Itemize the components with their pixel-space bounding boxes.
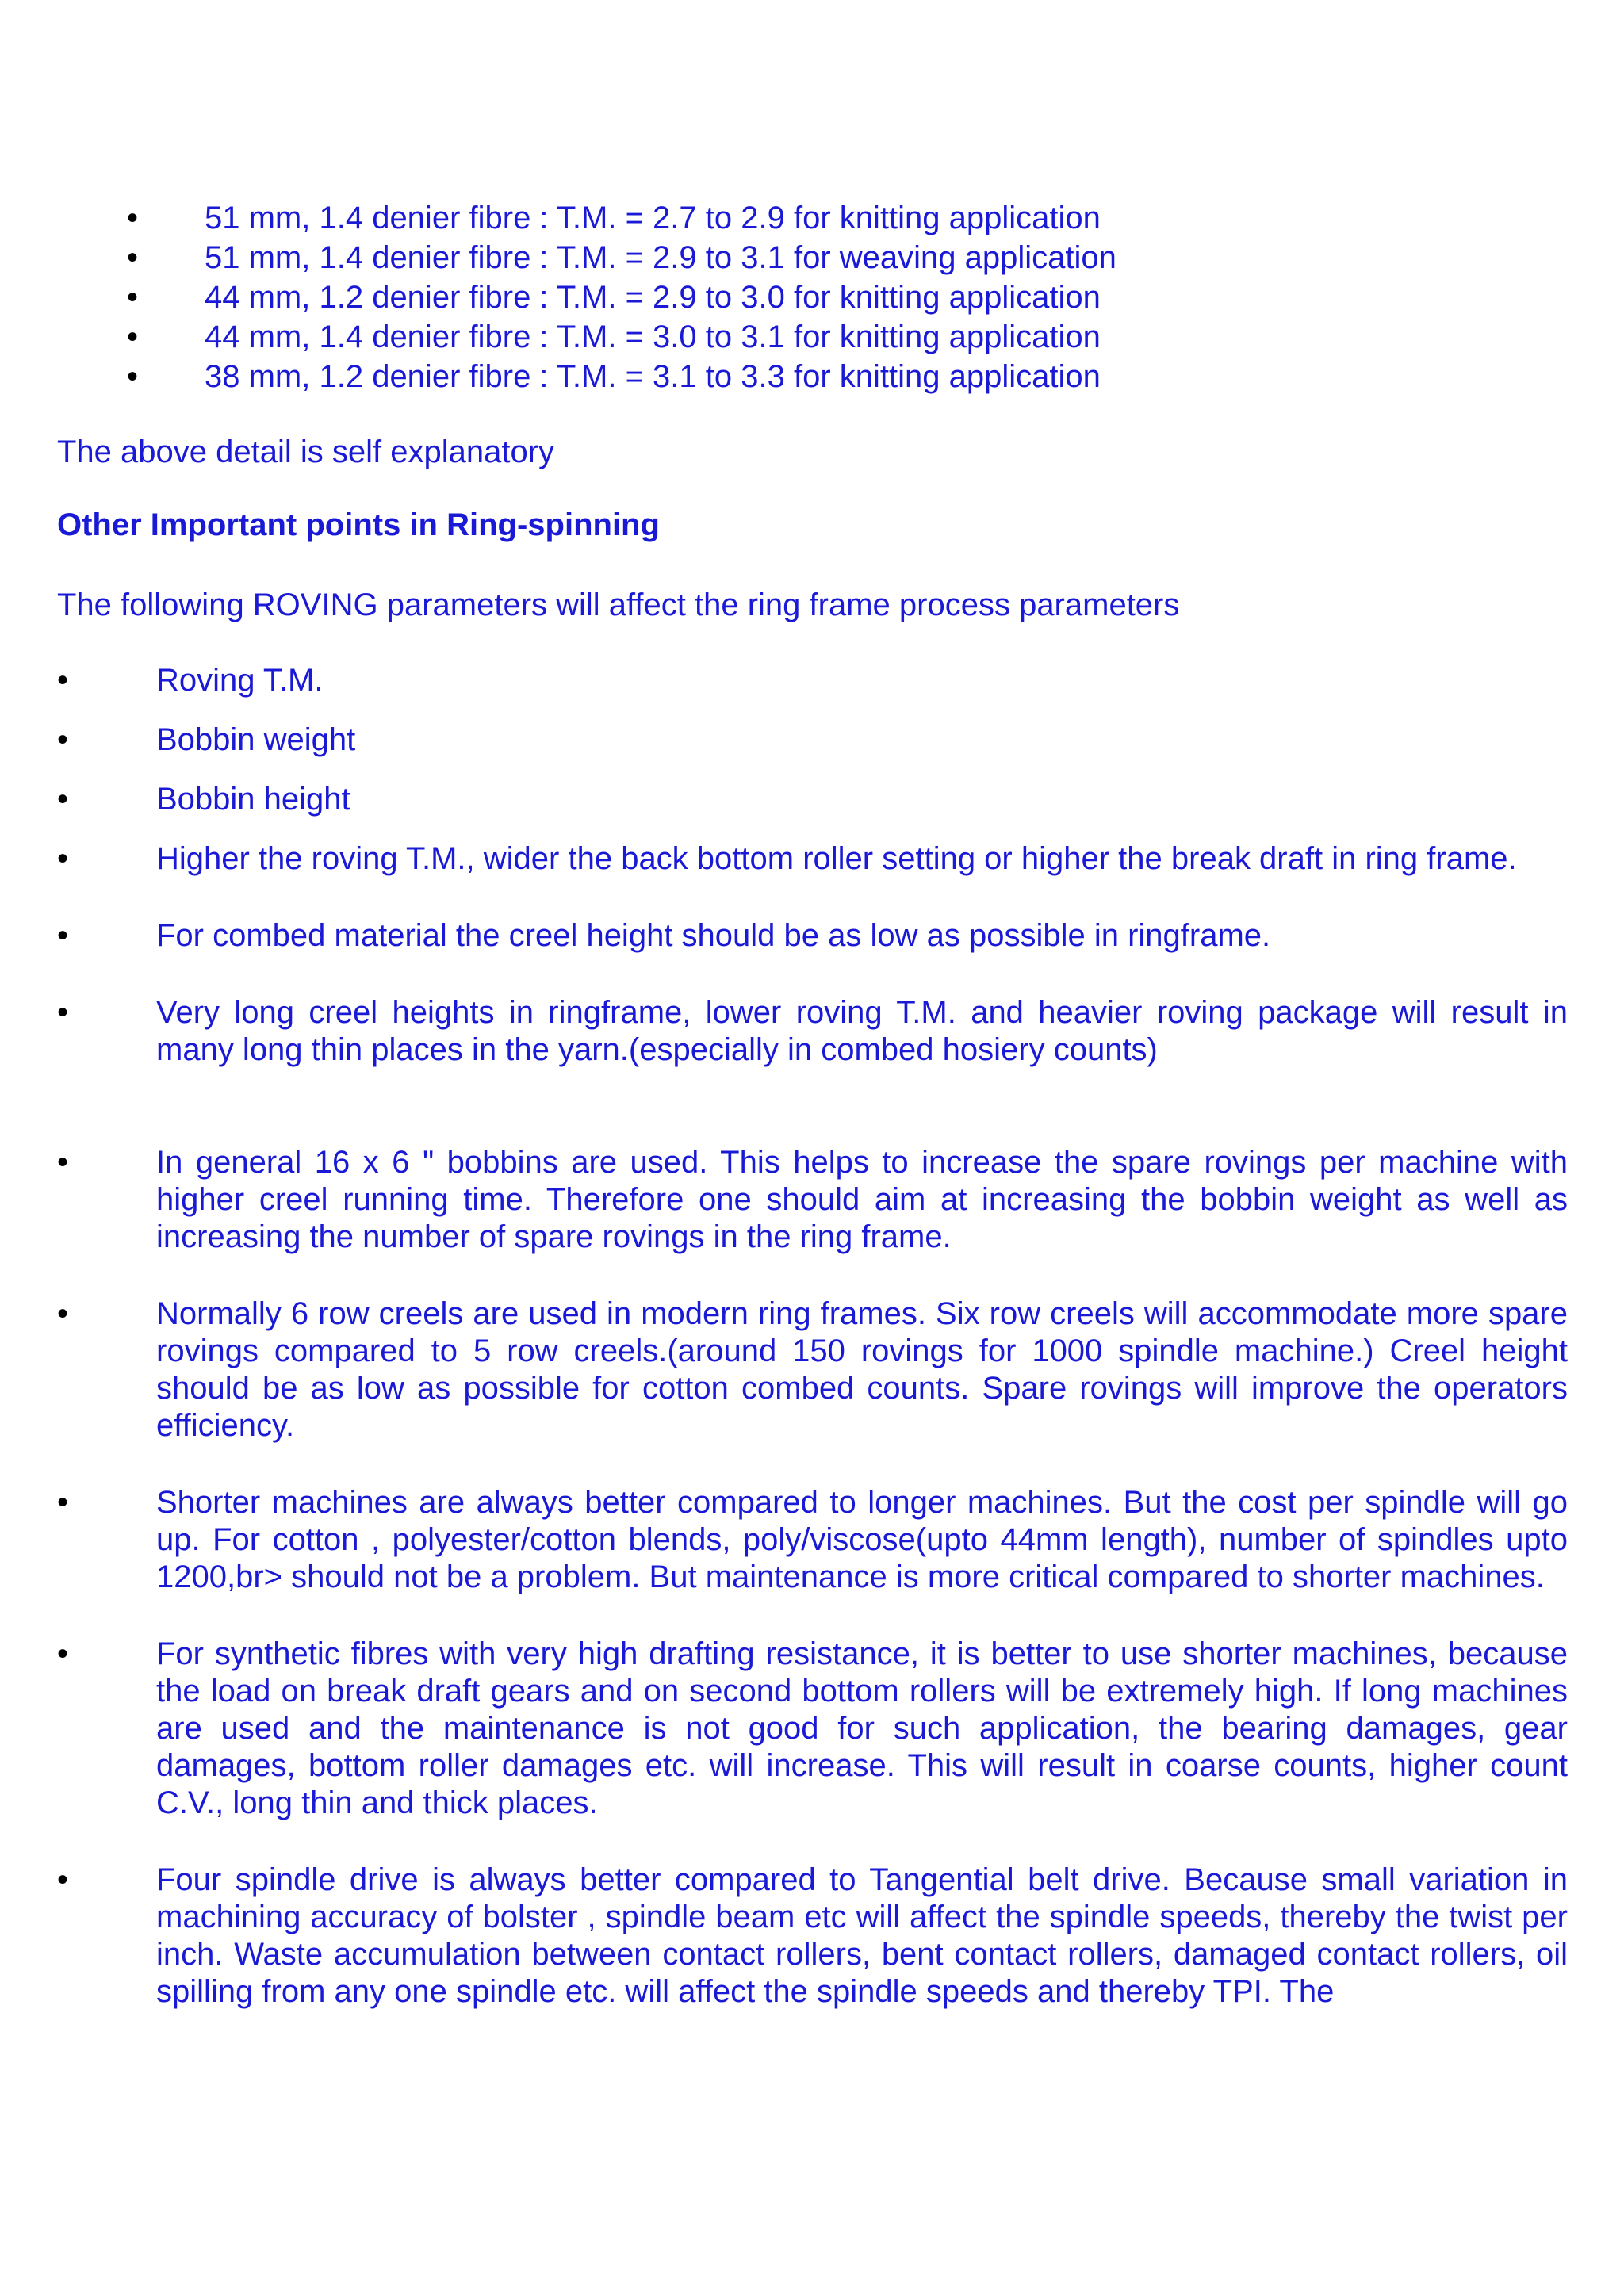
bullet-icon: • — [57, 1485, 69, 1520]
bullet-icon: • — [57, 918, 69, 953]
bullet-icon: • — [57, 722, 69, 757]
bullet-icon: • — [57, 1145, 69, 1180]
bullet-icon: • — [57, 1862, 69, 1897]
bullet-icon: • — [127, 240, 139, 275]
list-item: • 51 mm, 1.4 denier fibre : T.M. = 2.9 to 3.1 for weaving application — [127, 238, 1116, 277]
bullet-icon: • — [57, 782, 69, 817]
bullet-icon: • — [57, 663, 69, 698]
bullet-icon: • — [57, 841, 69, 876]
list-item: • 44 mm, 1.2 denier fibre : T.M. = 2.9 to 3.0 for knitting application — [127, 277, 1116, 317]
bullet-icon: • — [127, 359, 139, 394]
list-item: • Bobbin height — [57, 782, 350, 817]
list-item: • Higher the roving T.M., wider the back bottom roller setting or higher the break draft in ring frame. — [57, 841, 1517, 876]
list-item: • Roving T.M. — [57, 663, 324, 698]
bullet-icon: • — [127, 320, 139, 354]
list-item: • 38 mm, 1.2 denier fibre : T.M. = 3.1 to 3.3 for knitting application — [127, 357, 1116, 396]
bullet-icon: • — [127, 201, 139, 235]
list-item: • For synthetic fibres with very high drafting resistance, it is better to use shorter machines, because the load on break draft gears and on second bottom rollers will be extremely high. If long machines are used and the maintenance is not good for such application, the bearing damages, gear damages, bottom roller damages etc. will increase. This will result in coarse counts, higher count C.V., long thin and thick places. — [57, 1636, 1568, 1820]
list-item: • In general 16 x 6 " bobbins are used. This helps to increase the spare rovings per machine with higher creel running time. Therefore one should aim at increasing the bobbin weight as well as increasing the number of spare rovings in the ring frame. — [57, 1145, 1568, 1254]
twist-multiplier-list — [127, 198, 1116, 396]
list-item: • 44 mm, 1.4 denier fibre : T.M. = 3.0 to 3.1 for knitting application — [127, 317, 1116, 357]
roving-points-list — [57, 662, 1568, 2011]
bullet-icon: • — [57, 1636, 69, 1671]
list-item: • Shorter machines are always better compared to longer machines. But the cost per spindle will go up. For cotton , polyester/cotton blends, poly/viscose(upto 44mm length), number of spindles upto 1200,br> should not be a problem. But maintenance is more critical compared to shorter machines. — [57, 1485, 1568, 1594]
bullet-icon: • — [127, 280, 139, 315]
bullet-icon: • — [57, 995, 69, 1030]
bullet-icon: • — [57, 1296, 69, 1331]
intro-text: The following ROVING parameters will affect the ring frame process parameters — [57, 587, 1180, 622]
list-item: • 51 mm, 1.4 denier fibre : T.M. = 2.7 to 2.9 for knitting application — [127, 198, 1116, 238]
list-item: • Bobbin weight — [57, 722, 356, 757]
list-item: • Very long creel heights in ringframe, lower roving T.M. and heavier roving package will result in many long thin places in the yarn.(especially in combed hosiery counts) — [57, 995, 1568, 1067]
list-item: • Four spindle drive is always better compared to Tangential belt drive. Because small variation in machining accuracy of bolster , spindle beam etc will affect the spindle speeds, thereby the twist per inch. Waste accumulation between contact rollers, bent contact rollers, damaged contact rollers, oil spilling from any one spindle etc. will affect the spindle speeds and thereby TPI. The — [57, 1862, 1568, 2009]
section-heading: Other Important points in Ring-spinning — [57, 507, 660, 542]
list-item: • Normally 6 row creels are used in modern ring frames. Six row creels will accommodate more spare rovings compared to 5 row creels.(around 150 rovings for 1000 spindle machine.) Creel height should be as low as possible for cotton combed counts. Spare rovings will improve the operators efficiency. — [57, 1296, 1568, 1443]
explanatory-text: The above detail is self explanatory — [57, 434, 555, 469]
list-item: • For combed material the creel height should be as low as possible in ringframe. — [57, 918, 1271, 953]
